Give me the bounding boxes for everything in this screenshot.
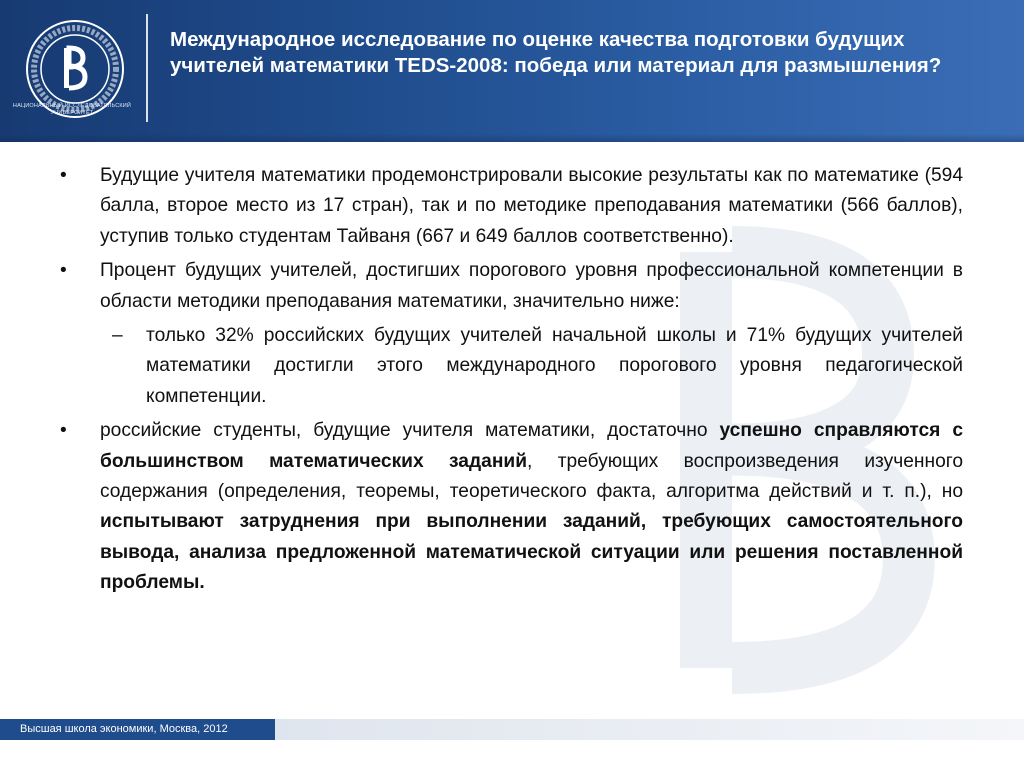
dash-marker: –: [112, 325, 123, 347]
logo-caption: [8, 103, 136, 117]
logo-caption-line2: УНИВЕРСИТЕТ: [50, 110, 94, 116]
logo-caption-line1: НАЦИОНАЛЬНЫЙ ИССЛЕДОВАТЕЛЬСКИЙ: [12, 103, 132, 109]
bullet-text-3b-bold: успешно справляются с большинством математических заданий: [100, 420, 963, 472]
bullet-text-3c: , требующих воспроизведения изученного содержания (определения, теоремы, теоретического факта, алгоритма действий и т. п.), но: [100, 450, 963, 503]
bullet-marker: •: [60, 165, 67, 186]
header-banner: [0, 0, 1024, 142]
slide-body: [60, 161, 963, 603]
footer-text: Высшая школа экономики, Москва, 2012: [20, 723, 228, 735]
bullet-item-3: [60, 416, 963, 598]
bullet-marker: •: [60, 260, 67, 282]
footer-stripe: [275, 719, 1024, 740]
sub-text-1: только 32% российских будущих учителей начальной школы и 71% будущих учителей математики достигли этого международного порогового уровня педагогической компетенции.: [146, 325, 963, 407]
bullet-text-3d-bold: испытывают затруднения при выполнении заданий, требующих самостоятельного вывода, анализа предложенной математической ситуации или решения поставленной проблемы.: [100, 511, 963, 594]
bullet-item-2: [60, 256, 963, 317]
sub-item-1: [60, 321, 963, 412]
bullet-marker: •: [60, 420, 67, 442]
slide-title: Международное исследование по оценке качества подготовки будущих учителей математики TEDS-2008: победа или материал для размышления?: [170, 28, 942, 77]
footer-bar: [0, 719, 275, 740]
bullet-text-1: Будущие учителя математики продемонстрировали высокие результаты как по математике (594 балла, второе место из 17 стран), так и по методике преподавания математики (566 баллов), уступив только студентам Тайваня (667 и 649 баллов соответственно).: [100, 165, 963, 247]
bullet-text-2: Процент будущих учителей, достигших порогового уровня профессиональной компетенции в области методики преподавания математики, значительно ниже:: [100, 260, 963, 312]
header-divider: [146, 14, 148, 122]
bullet-text-3a: российские студенты, будущие учителя математики, достаточно: [100, 420, 720, 442]
bullet-item-1: [60, 161, 963, 252]
